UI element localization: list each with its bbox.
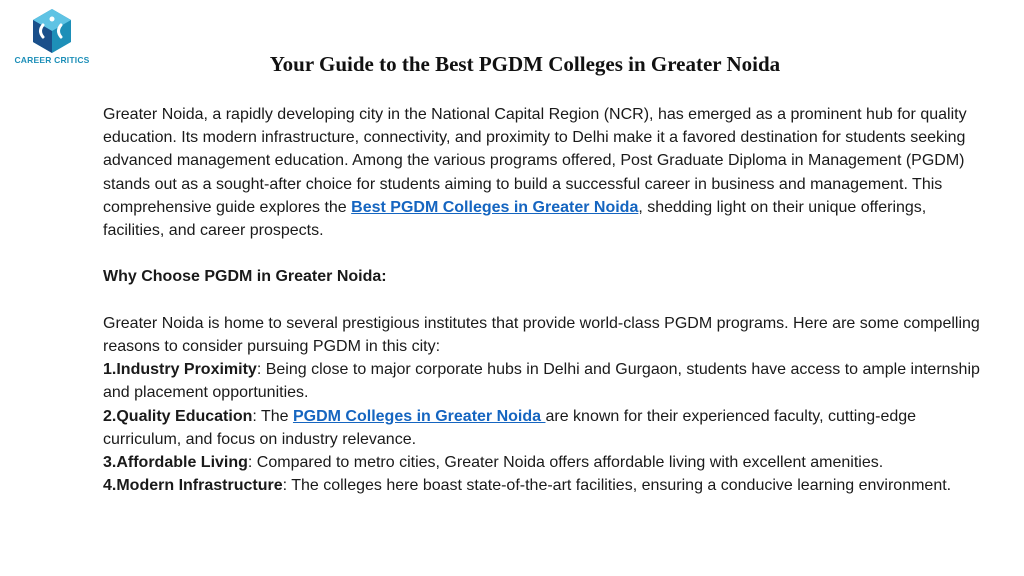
list-item-text: : The colleges here boast state-of-the-art facilities, ensuring a conducive learning environment. <box>282 477 952 495</box>
pgdm-colleges-link[interactable]: PGDM Colleges in Greater Noida <box>292 407 546 425</box>
career-critics-logo-icon <box>30 8 74 54</box>
list-item-text-after: are known for their experienced faculty, cutting-edge curriculum, and focus on industry relevance. <box>103 407 917 448</box>
intro-text-before: Greater Noida, a rapidly developing city in the National Capital Region (NCR), has emerged as a prominent hub for quality education. Its modern infrastructure, connectivity, and proximity to Delhi make it a favored destination for students seeking advanced management education. Among the various programs offered, Post Graduate Diploma in Management (PGDM) stands out as a sought-after choice for students aiming to build a successful career in business and management. This comprehensive guide explores the <box>103 106 967 216</box>
intro-paragraph <box>103 103 983 242</box>
brand-name: CAREER CRITICS <box>14 55 90 65</box>
list-item-label: 4.Modern Infrastructure <box>103 477 283 495</box>
page-title: Your Guide to the Best PGDM Colleges in Greater Noida <box>269 52 781 76</box>
article-body <box>103 103 983 497</box>
list-item-1 <box>103 358 983 404</box>
list-item-text: : Being close to major corporate hubs in Delhi and Gurgaon, students have access to ample internship and placement opportunities. <box>103 361 980 402</box>
list-item-label: 2.Quality Education <box>103 407 253 425</box>
list-item-label: 1.Industry Proximity <box>103 361 257 379</box>
best-pgdm-colleges-link[interactable]: Best PGDM Colleges in Greater Noida <box>351 198 639 216</box>
list-item-text-before: : The <box>252 407 293 425</box>
intro-text-after: , shedding light on their unique offerings, facilities, and career prospects. <box>103 198 927 240</box>
section-lead: Greater Noida is home to several prestigious institutes that provide world-class PGDM programs. Here are some compelling reasons to consider pursuing PGDM in this city: <box>103 314 980 355</box>
list-item-2 <box>103 405 983 451</box>
list-item-3 <box>103 451 983 474</box>
list-item-4 <box>103 474 983 497</box>
list-item-label: 3.Affordable Living <box>103 454 248 472</box>
list-item-text: : Compared to metro cities, Greater Noida offers affordable living with excellent amenities. <box>247 454 884 472</box>
section-heading: Why Choose PGDM in Greater Noida: <box>103 268 387 286</box>
